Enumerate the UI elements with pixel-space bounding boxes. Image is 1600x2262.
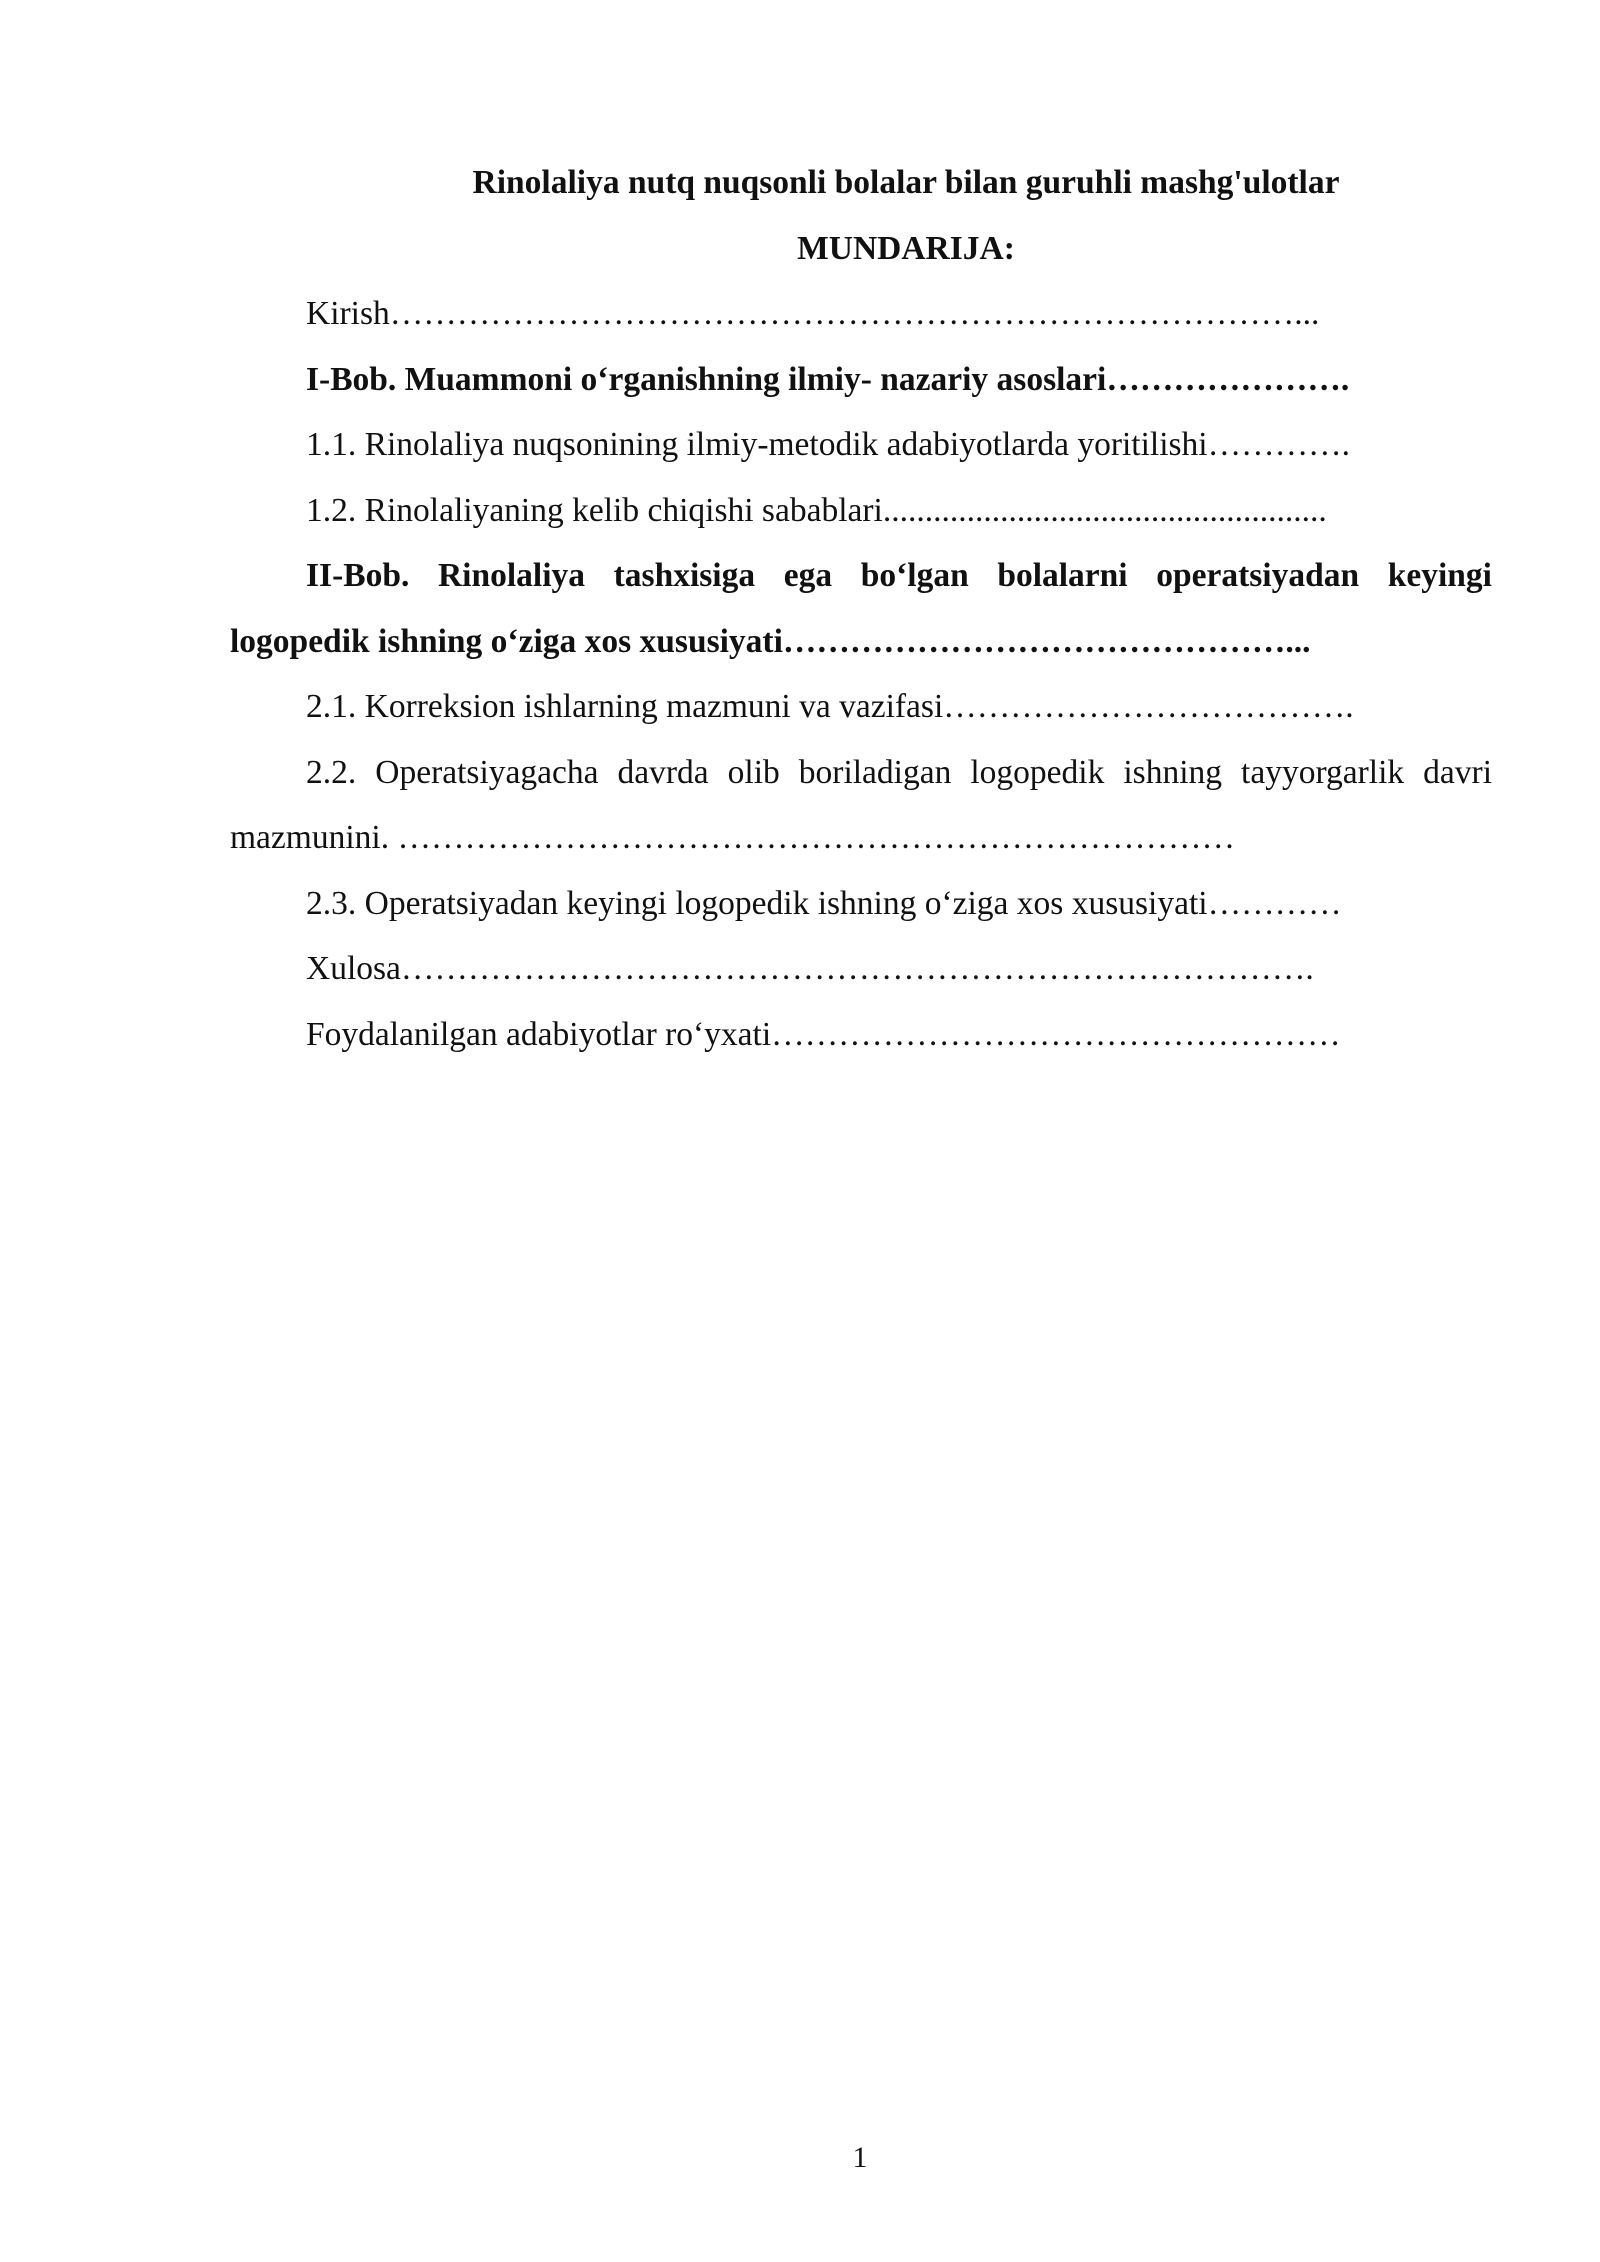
toc-entry-chapter-2: II-Bob. Rinolaliya tashxisiga ega bo‘lgan bolalarni operatsiyadan keyingi logopedik ishning o‘ziga xos xususiyati………………………………………... — [230, 557, 1492, 660]
toc-entry-section-2-1: 2.1. Korreksion ishlarning mazmuni va vazifasi………………………………. — [306, 688, 1354, 725]
toc-entry-section-2-3: 2.3. Operatsiyadan keyingi logopedik ishning o‘ziga xos xususiyati………… — [306, 884, 1342, 922]
contents-heading: MUNDARIJA: — [797, 229, 1015, 267]
toc-entry-section-2-2: 2.2. Operatsiyagacha davrda olib boriladigan logopedik ishning tayyorgarlik davri mazmunini. ………………………………………………………………… — [230, 753, 1492, 856]
page-number: 1 — [852, 2141, 868, 2174]
toc-entry-section-1-1: 1.1. Rinolaliya nuqsonining ilmiy-metodik adabiyotlarda yoritilishi…………. — [306, 426, 1350, 463]
page-content — [230, 150, 1492, 1067]
toc-entry-conclusion: Xulosa………………………………………………………………………. — [306, 950, 1314, 987]
document-title: Rinolaliya nutq nuqsonli bolalar bilan guruhli mashg'ulotlar — [472, 164, 1340, 201]
toc-entry-section-1-2: 1.2. Rinolaliyaning kelib chiqishi sabablari..................................................... — [306, 491, 1327, 529]
toc-entry-references: Foydalanilgan adabiyotlar ro‘yxati…………………………………………… — [306, 1015, 1341, 1053]
toc-entry-chapter-1: I-Bob. Muammoni o‘rganishning ilmiy- nazariy asoslari…………………. — [306, 360, 1350, 398]
toc-entry-introduction: Kirish………………………………………………………………………... — [306, 295, 1320, 332]
